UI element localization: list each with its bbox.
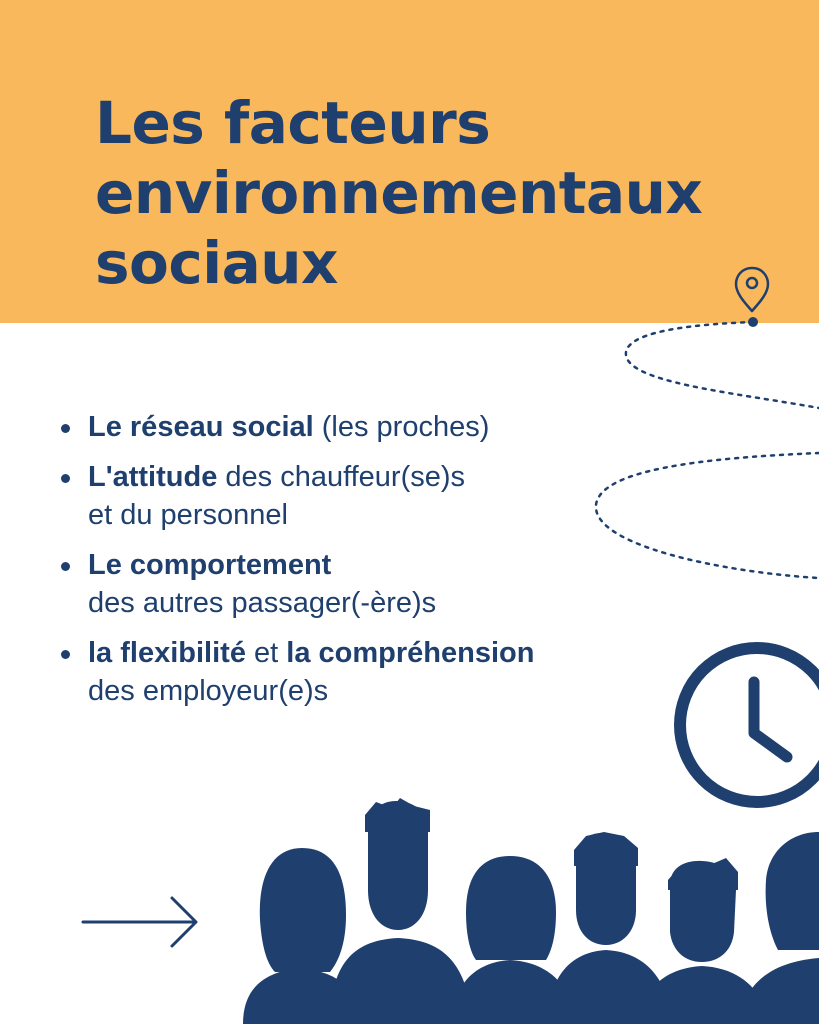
- person-silhouette: [740, 832, 819, 1024]
- map-pin-icon: [736, 268, 768, 311]
- path-start-dot: [748, 317, 758, 327]
- bullet-bold: Le comportement: [88, 549, 332, 581]
- bullet-text: des chauffeur(se)s: [217, 461, 466, 493]
- bullet-text: des employeur(e)s: [88, 675, 329, 707]
- people-silhouettes: [243, 798, 819, 1024]
- title-line-1: Les facteurs: [95, 89, 491, 157]
- bullet-text: (les proches): [313, 411, 490, 443]
- bullet-bold: la compréhension: [286, 637, 535, 669]
- title-line-3: sociaux: [95, 229, 338, 297]
- title-line-2: environnementaux: [95, 159, 703, 227]
- bullet-text: et: [245, 637, 287, 669]
- bullet-bold: la flexibilité: [88, 637, 246, 669]
- dotted-path: [596, 453, 819, 578]
- dotted-path: [626, 322, 819, 408]
- bullet-bold: L'attitude: [88, 461, 218, 493]
- clock-icon: [680, 648, 819, 802]
- bullet-text: des autres passager(-ère)s: [88, 587, 437, 619]
- arrow-right-icon: [83, 898, 196, 946]
- bullet-text: et du personnel: [88, 499, 288, 531]
- person-silhouette: [330, 798, 472, 1024]
- bullet-bold: Le réseau social: [88, 411, 314, 443]
